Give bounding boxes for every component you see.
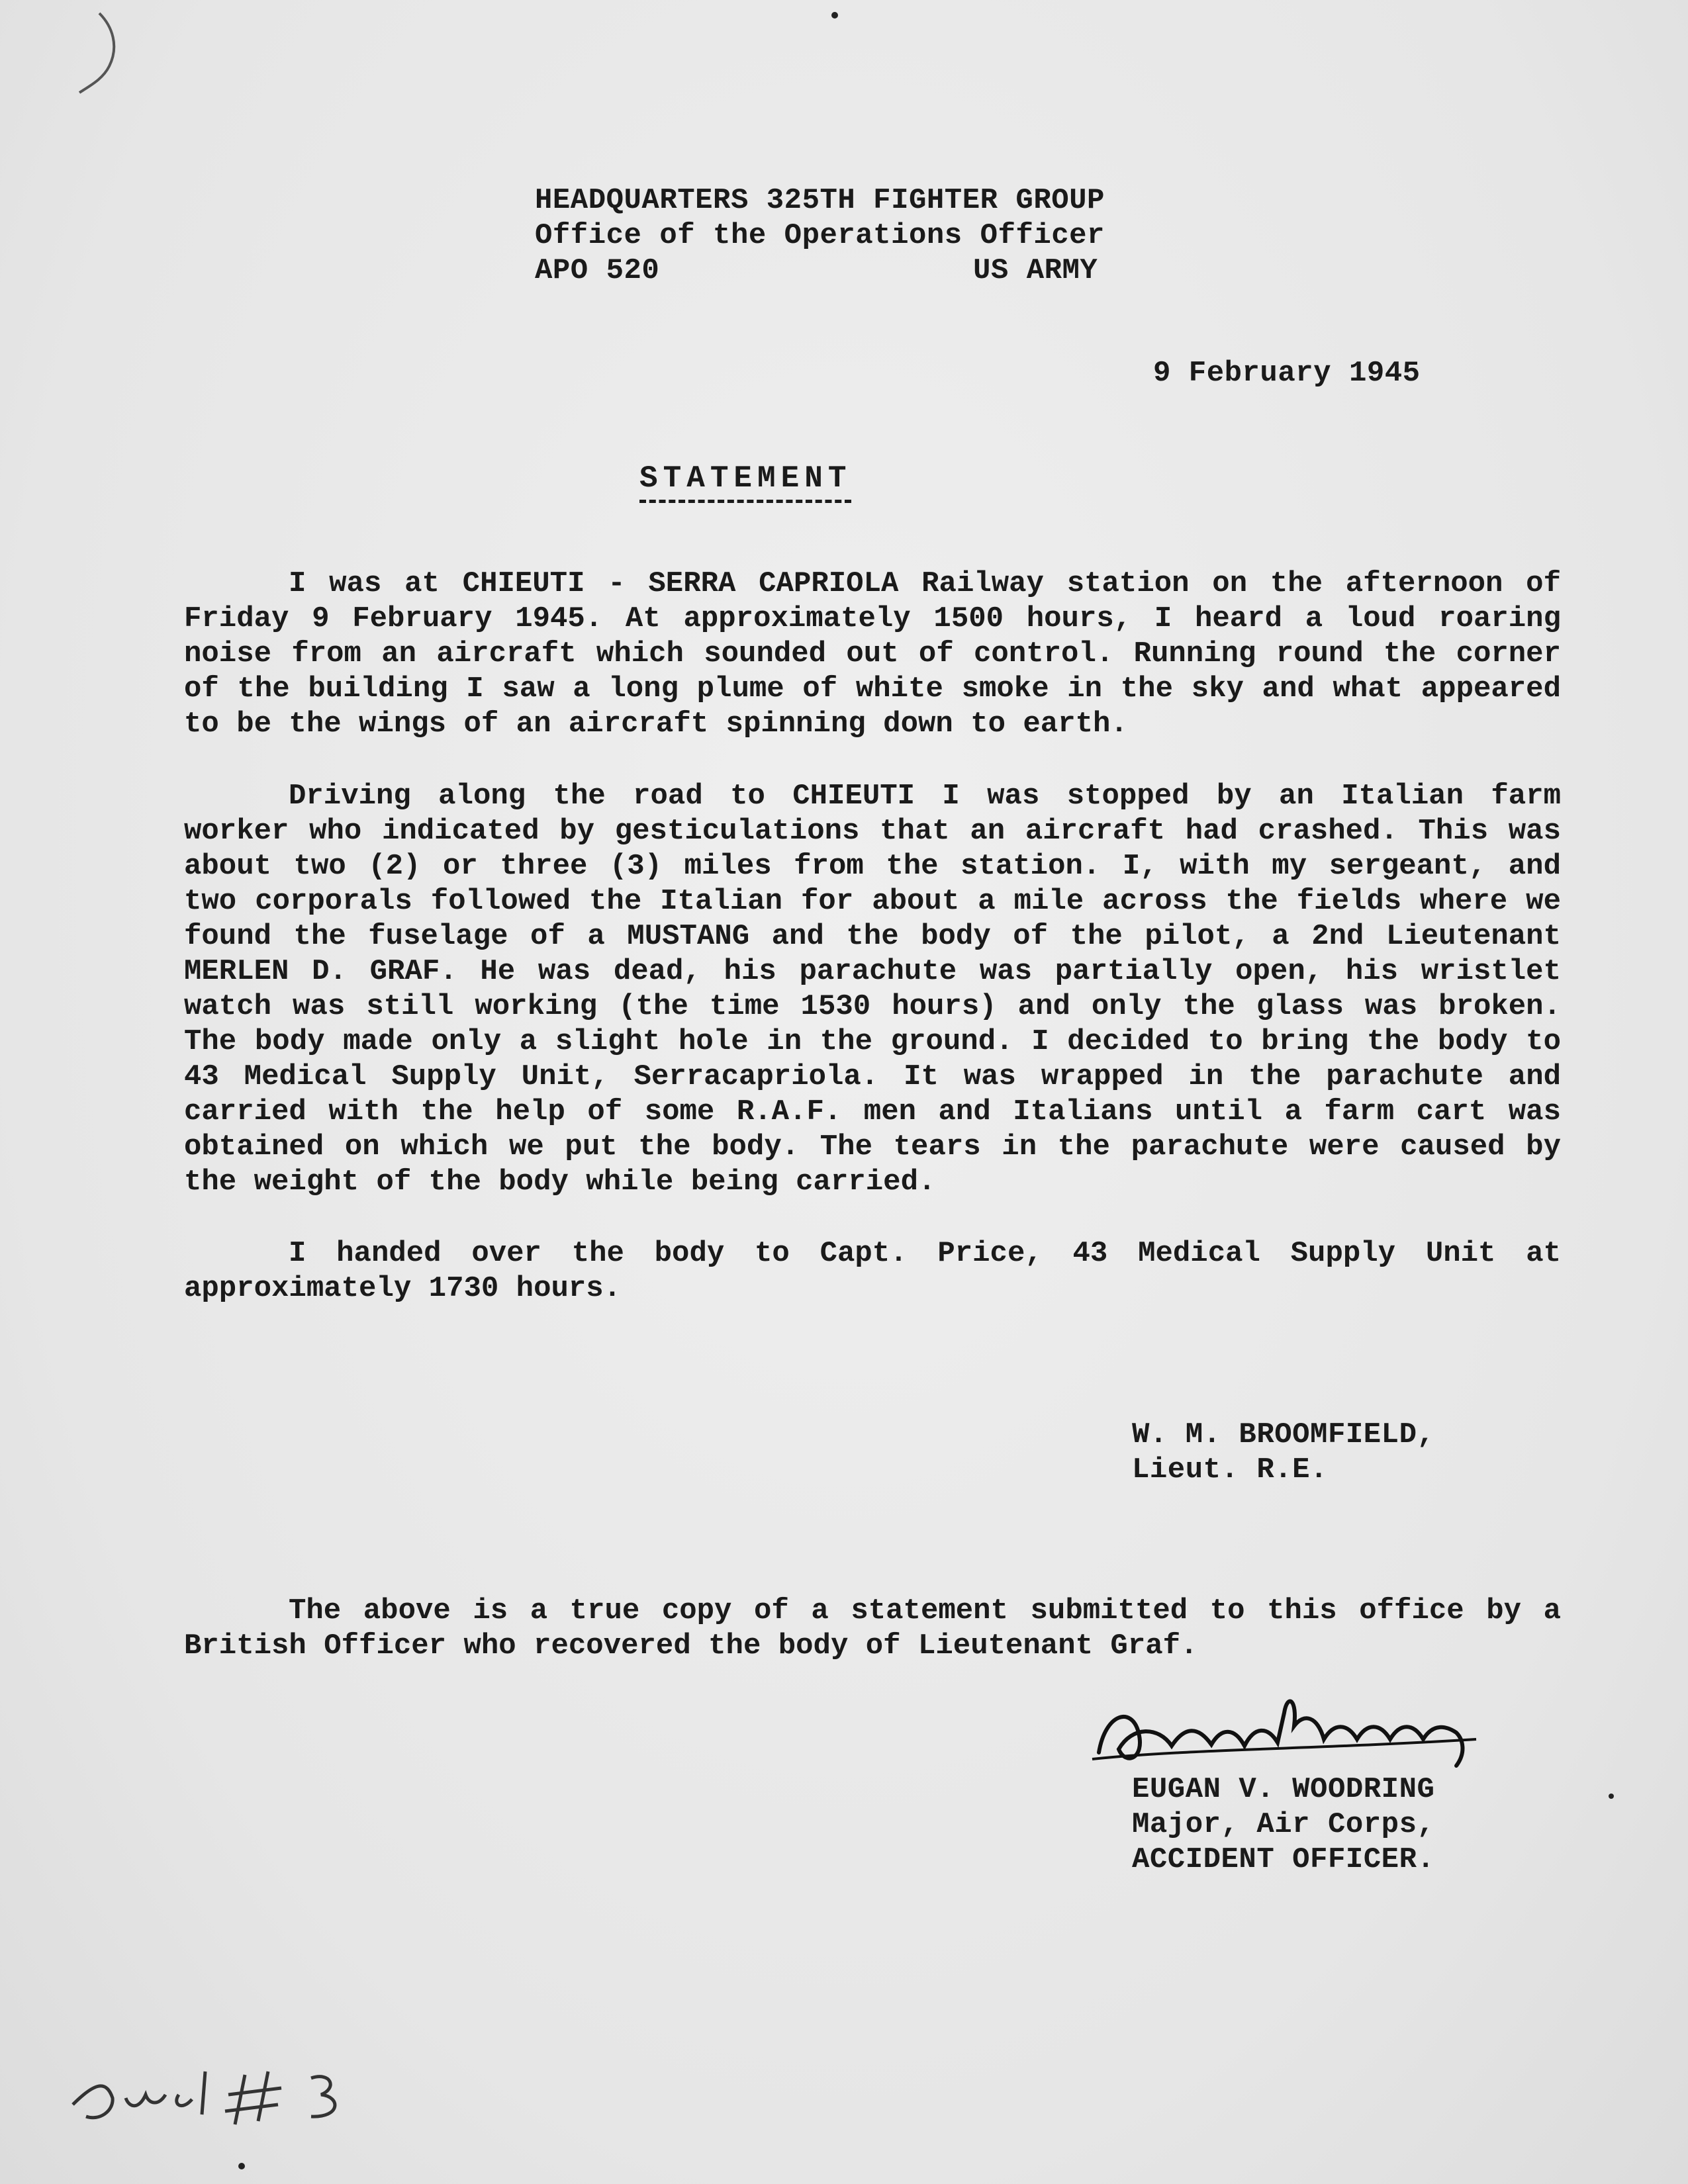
statement-title: STATEMENT — [639, 460, 851, 503]
document-date: 9 February 1945 — [1153, 357, 1421, 390]
letterhead-apo: APO 520 — [535, 254, 660, 287]
signatory2-role: ACCIDENT OFFICER. — [1132, 1843, 1435, 1876]
signatory2-rank: Major, Air Corps, — [1132, 1808, 1435, 1841]
handwritten-annotation — [66, 2058, 371, 2138]
punch-dot-top — [831, 12, 838, 19]
letterhead-line2: Office of the Operations Officer — [535, 219, 1105, 252]
letterhead-line1: HEADQUARTERS 325TH FIGHTER GROUP — [535, 184, 1105, 217]
punch-dot-right — [1609, 1794, 1614, 1799]
letterhead-army: US ARMY — [973, 254, 1098, 287]
signatory1-name: W. M. BROOMFIELD, — [1132, 1418, 1435, 1451]
paragraph-2: Driving along the road to CHIEUTI I was stopped by an Italian farm worker who indicated by gesticulations that an aircraft had crashed. This was about two (2) or three (3) miles from the station. I, with my sergeant, and two corporals followed the Italian for about a mile across the fields where we found the fuselage of a MUSTANG and the body of the pilot, a 2nd Lieutenant MERLEN D. GRAF. He was dead, his parachute was partially open, his wristlet watch was still working (the time 1530 hours) and only the glass was broken. The body made only a slight hole in the ground. I decided to bring the body to 43 Medical Supply Unit, Serracapriola. It was wrapped in the parachute and carried with the help of some R.A.F. men and Italians until a farm cart was obtained on which we put the body. The tears in the parachute were caused by the weight of the body while being carried. — [184, 780, 1561, 1199]
paragraph-1: I was at CHIEUTI - SERRA CAPRIOLA Railway station on the afternoon of Friday 9 February 1945. At approximately 1500 hours, I heard a loud roaring noise from an aircraft which sounded out of control. Running round the corner of the building I saw a long plume of white smoke in the sky and what appeared to be the wings of an aircraft spinning down to earth. — [184, 567, 1561, 741]
paragraph-3: I handed over the body to Capt. Price, 43 Medical Supply Unit at approximately 1730 hours. — [184, 1237, 1561, 1305]
margin-mark — [73, 7, 152, 106]
handwritten-signature — [1086, 1686, 1483, 1779]
punch-dot-bottom — [238, 2163, 245, 2169]
signatory2-name: EUGAN V. WOODRING — [1132, 1773, 1435, 1806]
signatory1-rank: Lieut. R.E. — [1132, 1453, 1328, 1486]
certification-paragraph: The above is a true copy of a statement submitted to this office by a British Officer who recovered the body of Lieutenant Graf. — [184, 1594, 1561, 1662]
